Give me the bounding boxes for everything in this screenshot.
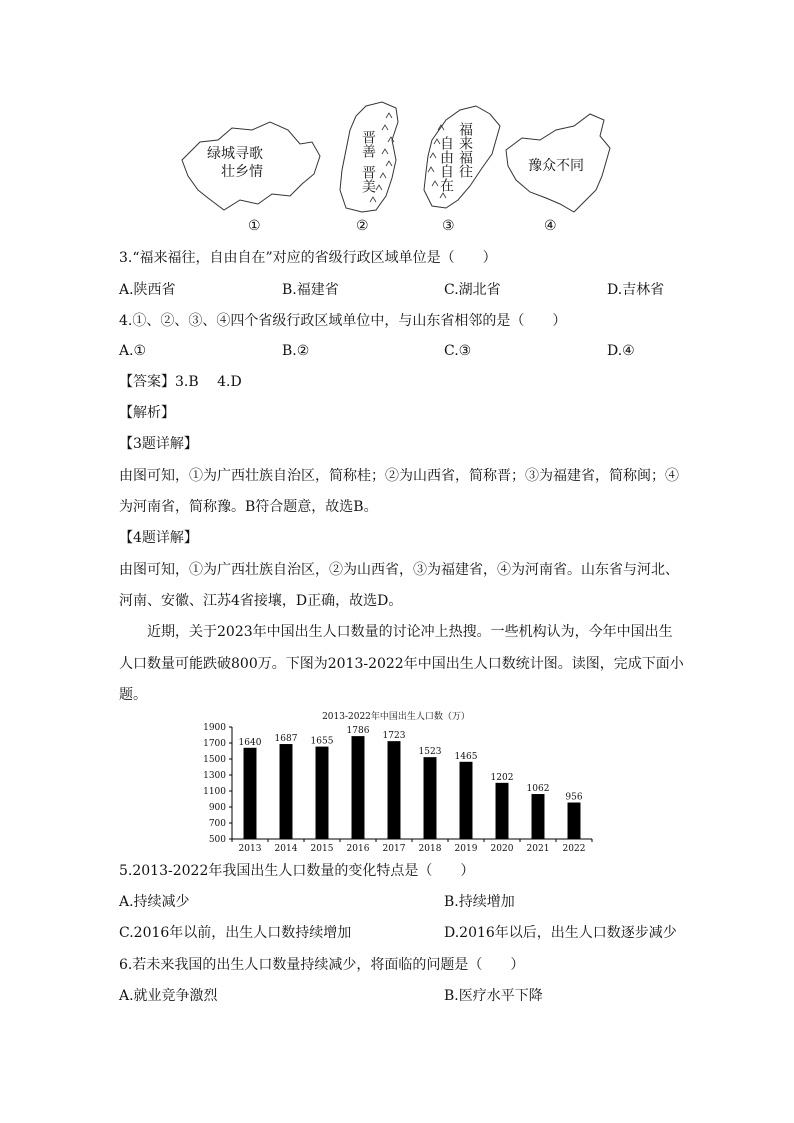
bar-value-label: 1202	[490, 772, 514, 783]
bar	[424, 757, 437, 839]
q5-option-a: A.持续减少	[119, 894, 190, 910]
bar	[316, 747, 329, 839]
bar	[496, 783, 509, 839]
map3-label-col1: 福来福往	[457, 122, 473, 178]
q3-option-c: C.湖北省	[444, 282, 501, 298]
map3-number: ③	[442, 218, 455, 234]
detail4-line1: 由图可知，①为广西壮族自治区，②为山西省，③为福建省，④为河南省。山东省与河北、	[119, 562, 679, 578]
province-maps-figure	[170, 100, 630, 240]
q4-option-d: D.④	[607, 343, 635, 359]
map1-number: ①	[248, 218, 261, 234]
x-tick-label: 2018	[418, 844, 442, 854]
x-tick-label: 2019	[454, 844, 478, 854]
intro-line3: 题。	[119, 687, 147, 703]
map2-number: ②	[356, 218, 369, 234]
detail4-heading: 【4题详解】	[119, 530, 198, 546]
x-tick-label: 2013	[238, 844, 262, 854]
y-tick-label: 1900	[203, 723, 226, 733]
map2-label-col2: 晋美	[360, 165, 376, 193]
bar-value-label: 1786	[346, 726, 370, 737]
bar-value-label: 1640	[238, 737, 262, 748]
intro-line1: 近期，关于2023年中国出生人口数量的讨论冲上热搜。一些机构认为，今年中国出生	[147, 624, 673, 640]
bar	[244, 748, 257, 839]
x-tick-label: 2020	[490, 844, 514, 854]
x-tick-label: 2015	[310, 844, 334, 854]
map3-label-col2: 自由自在	[438, 136, 454, 192]
bar-value-label: 1723	[382, 731, 406, 742]
map1-label-line2: 壮乡情	[221, 164, 263, 180]
chart-title: 2013-2022年中国出生人口数（万）	[322, 712, 470, 722]
q3-option-b: B.福建省	[282, 282, 339, 298]
bar-value-label: 956	[565, 792, 583, 803]
q4-option-a: A.①	[119, 343, 147, 359]
bar	[388, 741, 401, 839]
detail4-line2: 河南、安徽、江苏4省接壤，D正确，故选D。	[119, 593, 403, 609]
x-tick-label: 2016	[346, 844, 370, 854]
detail3-heading: 【3题详解】	[119, 436, 198, 452]
y-tick-label: 900	[208, 803, 226, 813]
q3-stem: 3.“福来福往，自由自在”对应的省级行政区域单位是（ ）	[119, 250, 497, 266]
y-tick-label: 1300	[203, 771, 226, 781]
bar	[568, 803, 581, 839]
x-tick-label: 2014	[274, 844, 298, 854]
province-outlines	[170, 100, 630, 240]
bar-value-label: 1465	[454, 751, 478, 762]
map2-label-col1: 晋善	[360, 130, 376, 158]
bar	[532, 794, 545, 839]
q5-option-c: C.2016年以前，出生人口数持续增加	[119, 925, 352, 941]
q4-option-b: B.②	[282, 343, 310, 359]
q3-option-a: A.陕西省	[119, 282, 176, 298]
q5-option-b: B.持续增加	[444, 894, 515, 910]
y-tick-label: 1700	[203, 739, 226, 749]
q6-option-a: A.就业竞争激烈	[119, 988, 218, 1004]
answer-line: 【答案】3.B 4.D	[119, 374, 242, 390]
q3-option-d: D.吉林省	[607, 282, 665, 298]
y-tick-label: 1100	[203, 787, 226, 797]
chart-svg	[196, 705, 596, 855]
y-tick-label: 500	[208, 835, 226, 845]
detail3-line2: 为河南省，简称豫。B符合题意，故选B。	[119, 499, 378, 515]
y-tick-label: 700	[208, 819, 226, 829]
q4-stem: 4.①、②、③、④四个省级行政区域单位中，与山东省相邻的是（ ）	[119, 313, 567, 329]
x-tick-label: 2022	[562, 844, 586, 854]
map4-number: ④	[544, 218, 557, 234]
detail3-line1: 由图可知，①为广西壮族自治区，简称桂；②为山西省，简称晋；③为福建省，简称闽；④	[119, 468, 679, 484]
bar	[460, 762, 473, 839]
bar-value-label: 1687	[274, 734, 298, 745]
q5-option-d: D.2016年以后，出生人口数逐步减少	[444, 925, 677, 941]
bar	[352, 736, 365, 839]
bar-value-label: 1655	[310, 736, 334, 747]
birth-population-chart	[196, 705, 596, 855]
bar-value-label: 1523	[418, 747, 442, 758]
q5-stem: 5.2013-2022年我国出生人口数量的变化特点是（ ）	[119, 863, 475, 879]
bar-value-label: 1062	[526, 784, 550, 795]
x-tick-label: 2021	[526, 844, 550, 854]
intro-line2: 人口数量可能跌破800万。下图为2013-2022年中国出生人口数统计图。读图，完成下面小	[119, 656, 684, 672]
analysis-heading: 【解析】	[119, 405, 175, 421]
y-tick-label: 1500	[203, 755, 226, 765]
map1-label-line1: 绿城寻歌	[207, 146, 263, 162]
map4-label: 豫众不同	[528, 158, 584, 174]
q4-option-c: C.③	[444, 343, 472, 359]
q6-stem: 6.若未来我国的出生人口数量持续减少，将面临的问题是（ ）	[119, 957, 525, 973]
x-tick-label: 2017	[382, 844, 406, 854]
q6-option-b: B.医疗水平下降	[444, 988, 543, 1004]
bar	[280, 744, 293, 839]
